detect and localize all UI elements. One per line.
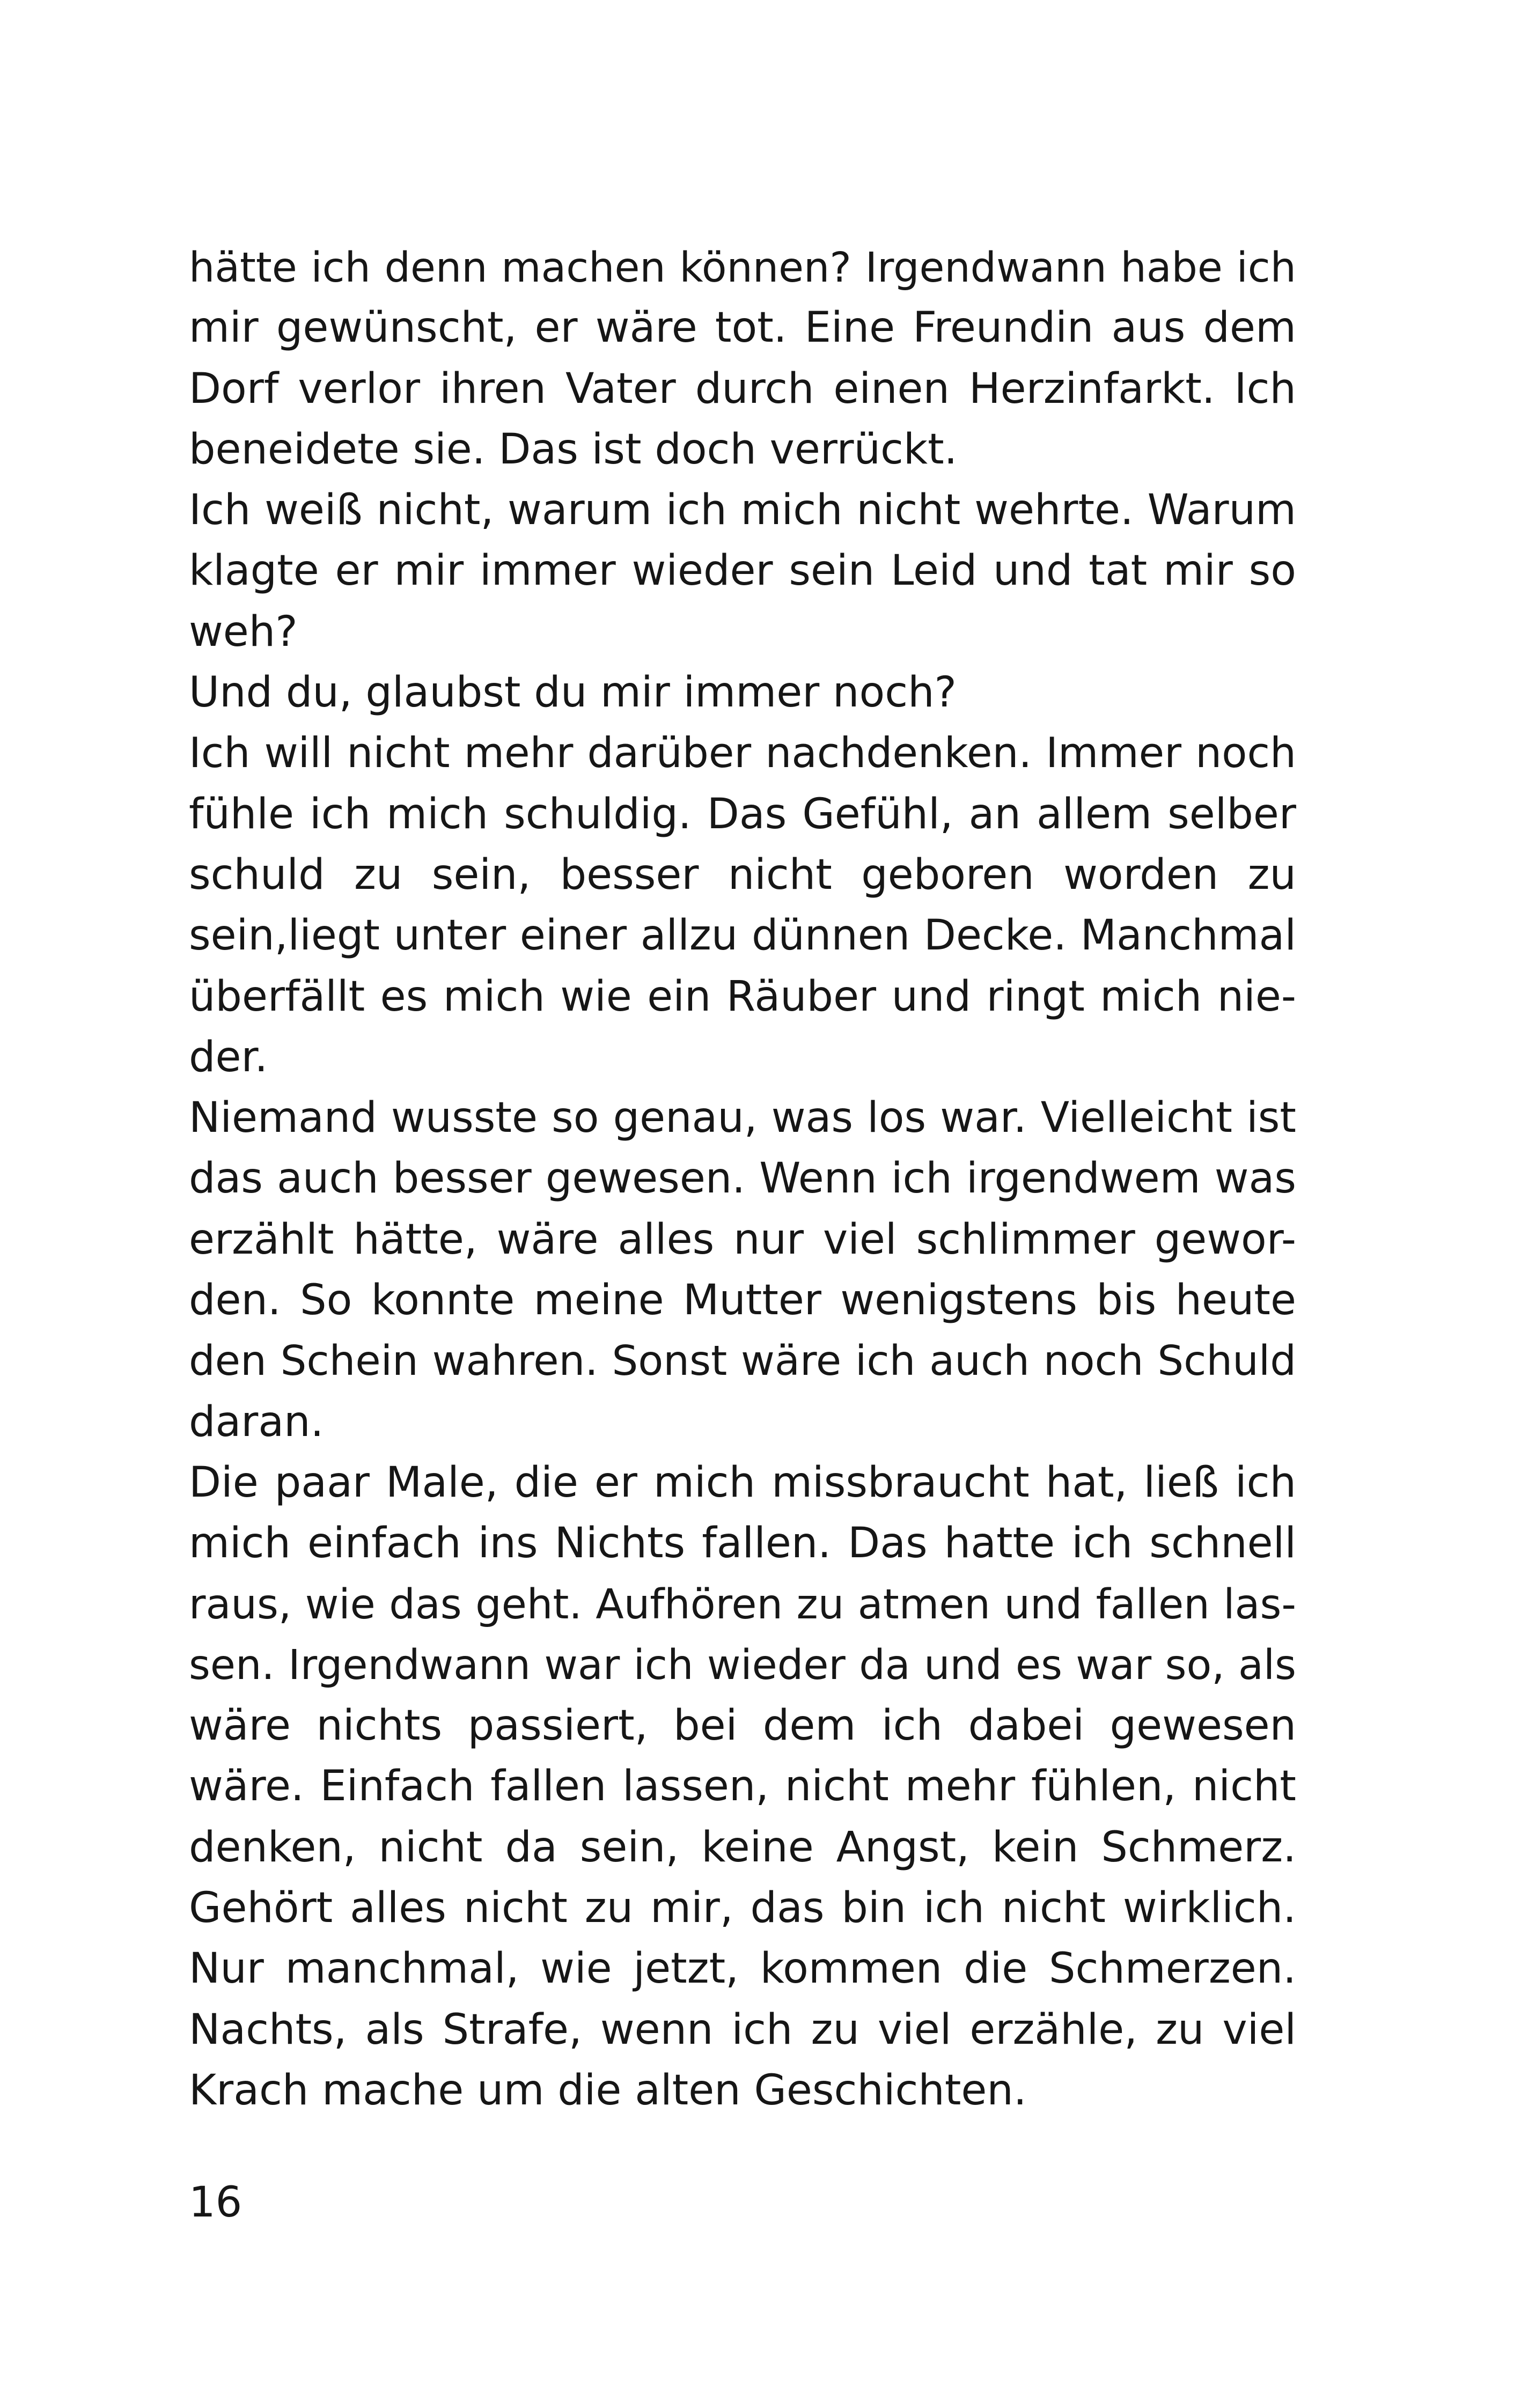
text-line: fühle ich mich schuldig. Das Gefühl, an allem selber [189, 790, 1296, 838]
text-line: Dorf verlor ihren Vater durch einen Herzinfarkt. Ich [189, 364, 1296, 413]
text-line: schuld zu sein, besser nicht geboren worden zu [189, 850, 1296, 899]
text-line: klagte er mir immer wieder sein Leid und tat mir so [189, 547, 1296, 595]
text-line: erzählt hätte, wäre alles nur viel schlimmer gewor- [189, 1215, 1296, 1264]
text-line: Gehört alles nicht zu mir, das bin ich nicht wirklich. [189, 1884, 1296, 1933]
text-line: sein,liegt unter einer allzu dünnen Decke. Manchmal [189, 911, 1296, 960]
text-line: Nachts, als Strafe, wenn ich zu viel erzähle, zu viel [189, 2005, 1296, 2054]
text-line: hätte ich denn machen können? Irgendwann habe ich [189, 244, 1296, 291]
text-line: überfällt es mich wie ein Räuber und ringt mich nie- [189, 972, 1296, 1021]
text-line: Krach mache um die alten Geschichten. [189, 2066, 1027, 2115]
text-line: Nur manchmal, wie jetzt, kommen die Schmerzen. [189, 1945, 1296, 1993]
text-line: sen. Irgendwann war ich wieder da und es war so, als [189, 1641, 1296, 1689]
paragraph-4 [189, 723, 1296, 1088]
text-line: den Schein wahren. Sonst wäre ich auch noch Schuld [189, 1337, 1296, 1386]
text-line: Ich will nicht mehr darüber nachdenken. Immer noch [189, 729, 1296, 778]
text-line: beneidete sie. Das ist doch verrückt. [189, 425, 958, 474]
text-line: daran. [189, 1397, 324, 1446]
paragraph-6 [189, 1453, 1296, 2121]
text-line: Die paar Male, die er mich missbraucht hat, ließ ich [189, 1458, 1296, 1507]
body-text [189, 237, 1296, 2121]
text-line: Ich weiß nicht, warum ich mich nicht wehrte. Warum [189, 486, 1296, 535]
page-number: 16 [189, 2178, 243, 2227]
paragraph-5 [189, 1088, 1296, 1453]
text-line: Niemand wusste so genau, was los war. Vielleicht ist [189, 1094, 1296, 1143]
text-line: mich einfach ins Nichts fallen. Das hatte ich schnell [189, 1519, 1296, 1568]
text-line: raus, wie das geht. Aufhören zu atmen und fallen las- [189, 1580, 1296, 1629]
text-line: der. [189, 1033, 268, 1081]
text-line: Und du, glaubst du mir immer noch? [189, 668, 957, 717]
text-line: mir gewünscht, er wäre tot. Eine Freundin aus dem [189, 304, 1296, 352]
text-line: den. So konnte meine Mutter wenigstens bis heute [189, 1276, 1296, 1325]
text-line: das auch besser gewesen. Wenn ich irgendwem was [189, 1154, 1296, 1203]
paragraph-2 [189, 480, 1296, 662]
text-line: wäre. Einfach fallen lassen, nicht mehr fühlen, nicht [189, 1762, 1296, 1811]
text-line: wäre nichts passiert, bei dem ich dabei gewesen [189, 1702, 1296, 1750]
paragraph-3 [189, 662, 1296, 723]
text-line: weh? [189, 607, 298, 656]
text-line: denken, nicht da sein, keine Angst, kein Schmerz. [189, 1823, 1296, 1872]
paragraph-1 [189, 237, 1296, 480]
